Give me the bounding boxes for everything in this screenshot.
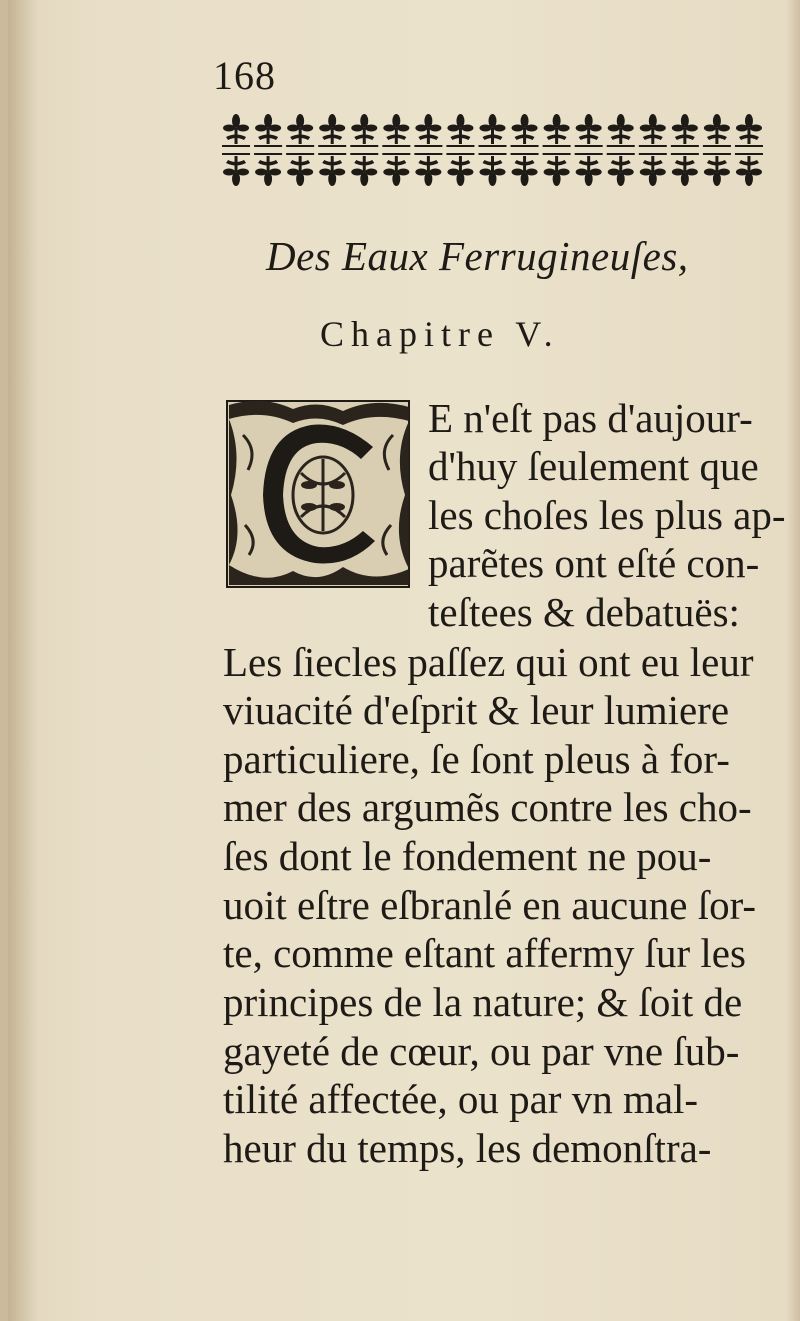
- fleuron-up-icon: [703, 114, 731, 147]
- text-line: E n'eſt pas d'aujour-: [428, 395, 753, 441]
- fleuron-up-icon: [639, 114, 667, 147]
- fleuron-up-icon: [479, 114, 507, 147]
- text-line: uoit eſtre eſbranlé en aucune ſor-: [223, 882, 757, 928]
- fleuron-down-icon: [639, 153, 667, 186]
- running-title: Des Eaux Ferrugineuſes,: [266, 233, 689, 279]
- fleuron-down-icon: [735, 153, 763, 186]
- fleuron-down-icon: [254, 153, 282, 186]
- text-line: teſtees & debatuës:: [428, 589, 740, 635]
- fleuron-up-icon: [254, 114, 282, 147]
- fleuron-ornament-band: [220, 105, 765, 195]
- fleuron-down-icon: [479, 153, 507, 186]
- text-line: heur du temps, les demonſtra-: [223, 1125, 712, 1171]
- fleuron-up-icon: [607, 114, 635, 147]
- fleuron-up-icon: [735, 114, 763, 147]
- fleuron-down-icon: [511, 153, 539, 186]
- text-line: particuliere, ſe ſont pleus à for-: [223, 736, 730, 782]
- decorated-initial-c-icon: [223, 395, 415, 595]
- fleuron-up-icon: [575, 114, 603, 147]
- fleuron-up-icon: [671, 114, 699, 147]
- text-line: les choſes les plus ap-: [428, 492, 786, 538]
- text-line: mer des argumẽs contre les cho-: [223, 784, 752, 830]
- text-line: Les ſiecles paſſez qui ont eu leur: [223, 639, 754, 685]
- text-line: principes de la nature; & ſoit de: [223, 979, 743, 1025]
- text-line: gayeté de cœur, ou par vne ſub-: [223, 1028, 740, 1074]
- fleuron-up-icon: [382, 114, 410, 147]
- fleuron-up-icon: [350, 114, 378, 147]
- fleuron-down-icon: [607, 153, 635, 186]
- text-line: viuacité d'eſprit & leur lumiere: [223, 687, 730, 733]
- fleuron-down-icon: [414, 153, 442, 186]
- text-line: parẽtes ont eſté con-: [428, 540, 760, 586]
- fleuron-up-icon: [543, 114, 571, 147]
- text-line: tilité affectée, ou par vn mal-: [223, 1076, 699, 1122]
- text-line: ſes dont le fondement ne pou-: [223, 833, 712, 879]
- fleuron-down-icon: [318, 153, 346, 186]
- fleuron-row: [222, 114, 763, 186]
- text-line: te, comme eſtant affermy ſur les: [223, 930, 746, 976]
- fleuron-down-icon: [222, 153, 250, 186]
- fleuron-up-icon: [318, 114, 346, 147]
- fleuron-down-icon: [703, 153, 731, 186]
- book-page: [8, 0, 800, 1321]
- fleuron-down-icon: [286, 153, 314, 186]
- page-number: 168: [213, 53, 276, 98]
- fleuron-up-icon: [511, 114, 539, 147]
- fleuron-up-icon: [446, 114, 474, 147]
- fleuron-down-icon: [446, 153, 474, 186]
- fleuron-down-icon: [382, 153, 410, 186]
- text-line: d'huy ſeulement que: [428, 443, 759, 489]
- fleuron-up-icon: [222, 114, 250, 147]
- fleuron-up-icon: [414, 114, 442, 147]
- fleuron-down-icon: [350, 153, 378, 186]
- fleuron-down-icon: [543, 153, 571, 186]
- fleuron-down-icon: [575, 153, 603, 186]
- fleuron-up-icon: [286, 114, 314, 147]
- fleuron-down-icon: [671, 153, 699, 186]
- chapter-heading: Chapitre V.: [320, 314, 560, 354]
